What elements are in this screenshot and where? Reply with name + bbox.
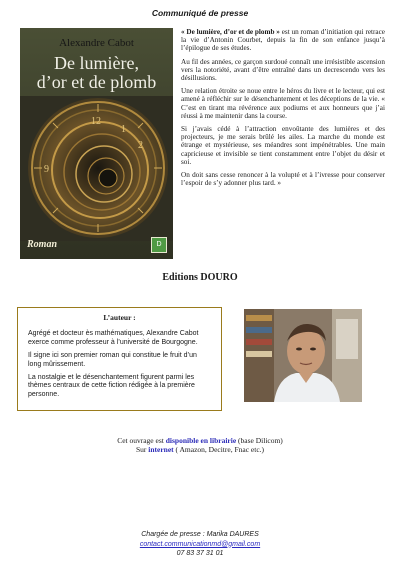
cover-title-line-1: De lumière, [54,53,139,73]
press-contact [0,530,400,559]
author-paragraph-3: La nostalgie et le désenchantement figurent parmi les thèmes centraux de cette fiction rédigée à la première personne. [28,374,195,398]
author-photo [244,309,362,402]
summary-paragraph-4: Si j’avais cédé à l’attraction envoûtante des lumières et des projecteurs, je me serais brûlé les ailes. La marche du monde est étrange et mystérieuse, ses méandres sont impénétrables. Une main capricieuse et invisible se tient constamment entre l’objet du désir et soi. [181,125,385,166]
author-paragraph-2: Il signe ici son premier roman qui constitue le fruit d’un long mûrissement. [28,352,197,368]
clock-spiral-illustration [20,96,173,241]
contact-phone: 07 83 37 31 01 [176,550,224,557]
cover-author: Alexandre Cabot [59,37,134,49]
summary-paragraph-3: Une relation étroite se noue entre le héros du livre et le lecteur, qui est amené à réfléchir sur le désenchantement et les déceptions de la vie. « C’est en tirant ma révérence aux podiums et aux honneurs que j’ai réussi à me maintenir dans la course. [181,87,385,120]
cover-title-line-2: d’or et de plomb [36,72,157,92]
clock-number-2: 2 [138,140,143,151]
clock-number-12: 12 [91,116,101,127]
author-paragraph-1: Agrégé et docteur ès mathématiques, Alexandre Cabot exerce comme professeur à l’université de Bourgogne. [28,330,199,346]
summary-paragraph-1: « De lumière, d’or et de plomb » est un roman d’initiation qui retrace la vie d’Antonin Courbet, depuis la fin de son enfance jusqu’à l’épilogue de ses études. [181,28,385,53]
book-cover [20,28,173,259]
publisher-name: Editions DOURO [162,272,238,283]
summary-paragraph-2: Au fil des années, ce garçon surdoué connaît une irrésistible ascension vers la notoriété, avant d’être entraîné dans un decrescendo vers les désillusions. [181,57,385,83]
summary-book-title: « De lumière, d’or et de plomb » [181,28,280,36]
availability-line-2: Sur internet ( Amazon, Decitre, Fnac etc.) [135,445,265,454]
cover-title [20,54,173,92]
author-heading: L’auteur : [103,313,136,322]
press-release-title: Communiqué de presse [151,8,249,18]
summary-paragraph-5: On doit sans cesse renoncer à la volupté et à l’ivresse pour conserver l’espoir de s’y adonner plus tard. » [181,171,385,188]
contact-email-link[interactable]: contact.communicationmd@gmail.com [139,540,261,548]
clock-number-1: 1 [121,124,126,135]
bookstore-availability: disponible en librairie [165,436,237,445]
press-agent: Chargée de presse : Marika DAURES [141,531,259,538]
publisher-logo-icon: D [151,237,167,253]
author-box [17,307,222,411]
availability-line-1: Cet ouvrage est disponible en librairie (base Dilicom) [117,436,283,445]
availability-info [0,436,400,454]
cover-genre: Roman [27,239,58,250]
clock-number-9: 9 [44,164,49,175]
book-summary [181,28,385,192]
internet-availability: internet [148,445,174,454]
